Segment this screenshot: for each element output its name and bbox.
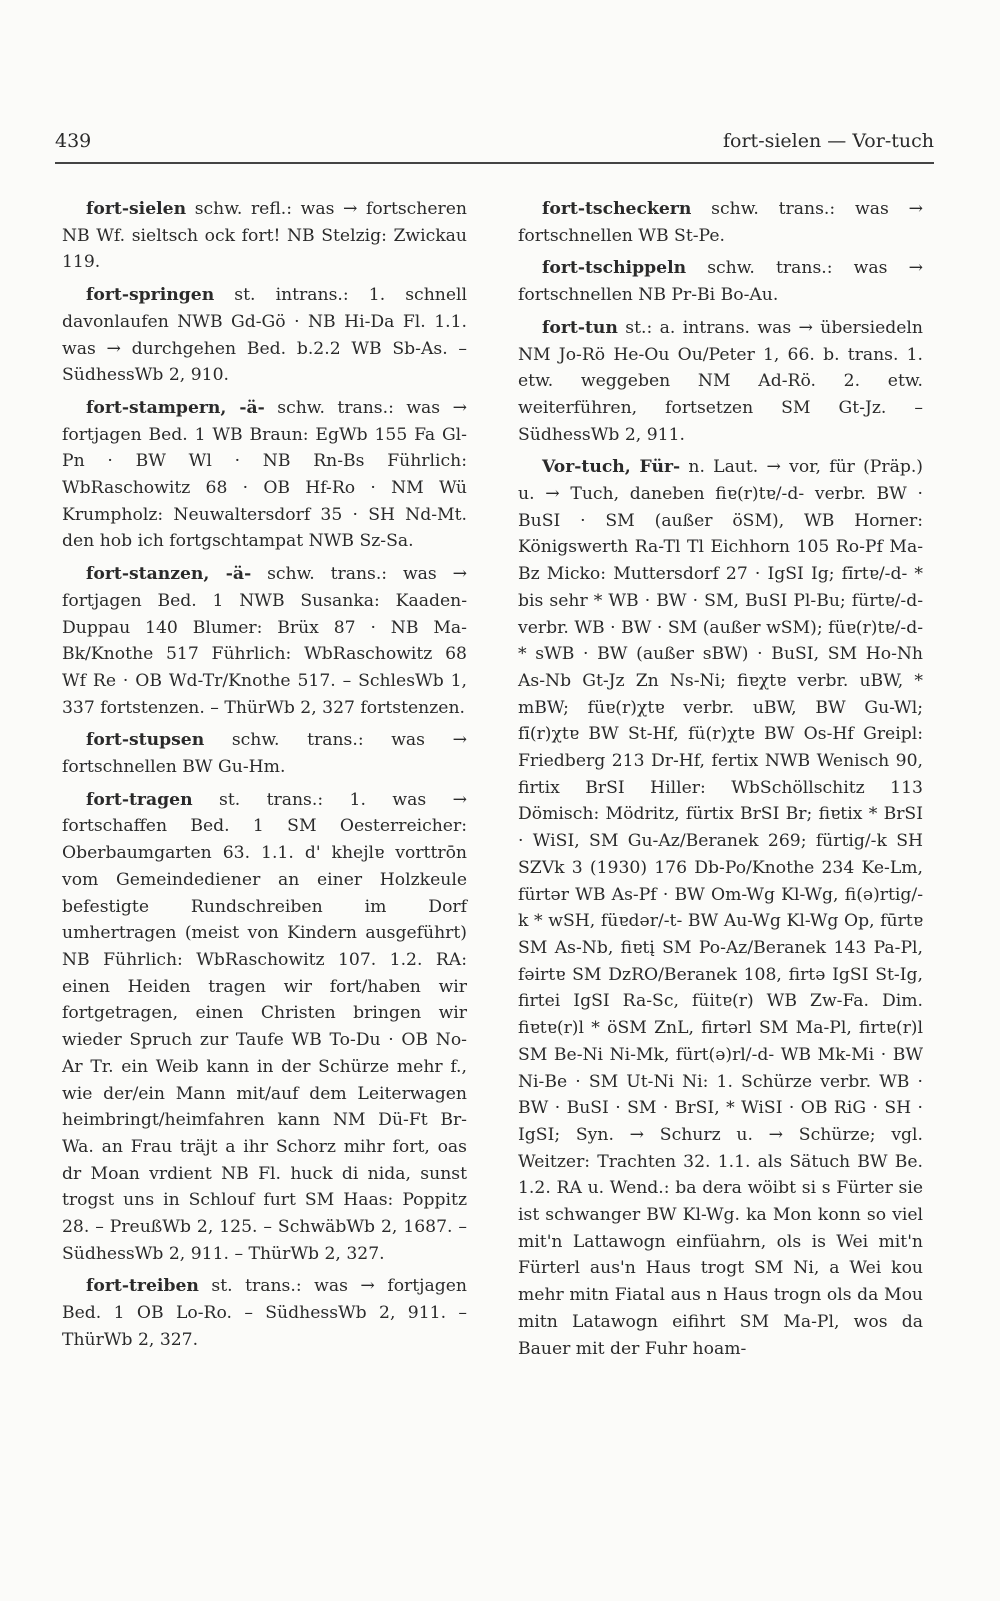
entry-text: st. trans.: 1. was → fortschaffen Bed. 1 SM Oesterreicher: Oberbaumgarten 63. 1.1. d' khejlɐ vorttrōn vom Gemeindediener an einer Holzkeule befestigte Rundschreiben im Dorf umhertragen (meist von Kindern ausgeführt) NB Führlich: WbRaschowitz 107. 1.2. RA: einen Heiden tragen wir fort/haben wir fortgetragen, einen Christen bringen wir wieder Spruch zur Taufe WB To-Du · OB No-Ar Tr. ein Weib kann in der Schürze mehr f., wie der/ein Mann mit/auf dem Leiterwagen heimbringt/heimfahren kann NM Dü-Ft Br-Wa. an Frau träjt a ihr Schorz mihr fort, oas dr Moan vrdient NB Fl. huck di nida, sunst trogst uns in Schlouf furt SM Haas: Poppitz 28. – PreußWb 2, 125. – SchwäbWb 2, 1687. – SüdhessWb 2, 911. – ThürWb 2, 327. bbox=[62, 789, 467, 1264]
page-header bbox=[55, 130, 934, 164]
entry-lemma: fort-tscheckern bbox=[542, 199, 692, 219]
running-head: fort-sielen — Vor-tuch bbox=[723, 130, 934, 152]
entry-text: st. intrans.: 1. schnell davonlaufen NWB Gd-Gö · NB Hi-Da Fl. 1.1. was → durchgehen Bed. b.2.2 WB Sb-As. – SüdhessWb 2, 910. bbox=[62, 285, 467, 386]
entry-lemma: Vor-tuch, Für- bbox=[542, 457, 681, 478]
entry-lemma: fort-stanzen, -ä- bbox=[86, 564, 252, 585]
entry-text: schw. trans.: was → fortschnellen NB Pr-Bi Bo-Au. bbox=[518, 258, 923, 306]
entry-lemma: fort-springen bbox=[86, 285, 215, 306]
entry bbox=[518, 255, 923, 308]
entry-text: schw. trans.: was → fortschnellen WB St-Pe. bbox=[518, 199, 923, 246]
page-number: 439 bbox=[55, 130, 92, 152]
entry-text: schw. refl.: was → fortscheren NB Wf. sieltsch ock fort! NB Stelzig: Zwickau 119. bbox=[62, 199, 467, 273]
entry bbox=[518, 196, 923, 249]
entry-lemma: fort-tschippeln bbox=[542, 258, 687, 279]
entry-text: st. trans.: was → fortjagen Bed. 1 OB Lo-Ro. – SüdhessWb 2, 911. – ThürWb 2, 327. bbox=[62, 1276, 467, 1350]
entry-text: schw. trans.: was → fortjagen Bed. 1 WB Braun: EgWb 155 Fa Gl-Pn · BW Wl · NB Rn-Bs Führlich: WbRaschowitz 68 · OB Hf-Ro · NM Wü Krumpholz: Neuwaltersdorf 35 · SH Nd-Mt. den hob ich fortgschtampat NWB Sz-Sa. bbox=[62, 397, 467, 552]
left-column bbox=[62, 196, 467, 1360]
entry-text: n. Laut. → vor, für (Präp.) u. → Tuch, daneben fiɐ(r)tɐ/-d- verbr. BW · BuSI · SM (außer öSM), WB Horner: Königswerth Ra-Tl Tl Eichhorn 105 Ro-Pf Ma-Bz Micko: Muttersdorf 27 · IgSI Ig; fīrtɐ/-d- * bis sehr * WB · BW · SM, BuSI Pl-Bu; fürtɐ/-d- verbr. WB · BW · SM (außer wSM); füɐ(r)tɐ/-d- * sWB · BW (außer sBW) · BuSI, SM Ho-Nh As-Nb Gt-Jz Zn Ns-Ni; fiɐχtɐ verbr. uBW, * mBW; füɐ(r)χtɐ verbr. uBW, BW Gu-Wl; fī(r)χtɐ BW St-Hf, fü(r)χtɐ BW Os-Hf Greipl: Friedberg 213 Dr-Hf, fertix NWB Wenisch 90, firtix BrSI Hiller: WbSchöllschitz 113 Dömisch: Mödritz, fürtix BrSI Br; fiɐtix * BrSI · WiSI, SM Gu-Az/Beranek 269; fürtig/-k SH SZVk 3 (1930) 176 Db-Po/Knothe 234 Ke-Lm, fürtər WB As-Pf · BW Om-Wg Kl-Wg, fi(ə)rtig/-k * wSH, füɐdər/-t- BW Au-Wg Kl-Wg Op, fūrtɐ SM As-Nb, fiɐtį SM Po-Az/Beranek 143 Pa-Pl, fəirtɐ SM DzRO/Beranek 108, firtə IgSI St-Ig, firtei IgSI Ra-Sc, füitɐ(r) WB Zw-Fa. Dim. fiɐtɐ(r)l * öSM ZnL, firtərl SM Ma-Pl, firtɐ(r)l SM Be-Ni Ni-Mk, fürt(ə)rl/-d- WB Mk-Mi · BW Ni-Be · SM Ut-Ni Ni: 1. Schürze verbr. WB · BW · BuSI · SM · BrSI, * WiSI · OB RiG · SH · IgSI; Syn. → Schurz u. → Schürze; vgl. Weitzer: Trachten 32. 1.1. als Sätuch BW Be. 1.2. RA u. Wend.: ba dera wöibt si s Fürter sie ist schwanger BW Kl-Wg. ka Mon konn so viel mit'n Lattawogn einfüahrn, ols is Wei mit'n Fürterl aus'n Haus trogt SM Ni, a Wei kou mehr mitn Fiatal aus n Haus trogn ols da Mou mitn Latawogn eifihrt SM Ma-Pl, wos da Bauer mit der Fuhr hoam- bbox=[518, 457, 924, 1359]
entry-text: st.: a. intrans. was → übersiedeln NM Jo-Rö He-Ou Ou/Peter 1, 66. b. trans. 1. etw. weggeben NM Ad-Rö. 2. etw. weiterführen, fortsetzen SM Gt-Jz. – SüdhessWb 2, 911. bbox=[518, 317, 923, 445]
entry bbox=[62, 727, 467, 780]
entry-lemma: fort-stupsen bbox=[86, 730, 205, 751]
entry-lemma: fort-stampern, -ä- bbox=[86, 397, 265, 418]
entry-lemma: fort-tragen bbox=[86, 789, 193, 810]
entry bbox=[518, 454, 923, 1362]
entry bbox=[62, 282, 467, 389]
entry-text: schw. trans.: was → fortschnellen BW Gu-Hm. bbox=[62, 730, 467, 778]
entry bbox=[62, 561, 467, 721]
entry bbox=[62, 196, 467, 276]
entry bbox=[62, 1273, 467, 1353]
entry bbox=[62, 395, 467, 555]
entry bbox=[62, 787, 467, 1268]
entry-text: schw. trans.: was → fortjagen Bed. 1 NWB Susanka: Kaaden-Duppau 140 Blumer: Brüx 87 · NB Ma-Bk/Knothe 517 Führlich: WbRaschowitz 68 Wf Re · OB Wd-Tr/Knothe 517. – SchlesWb 1, 337 fortstenzen. – ThürWb 2, 327 fortstenzen. bbox=[62, 564, 468, 718]
entry bbox=[518, 315, 923, 449]
entry-lemma: fort-tun bbox=[542, 317, 618, 338]
right-column bbox=[518, 196, 923, 1368]
entry-lemma: fort-treiben bbox=[86, 1276, 199, 1297]
entry-lemma: fort-sielen bbox=[86, 199, 187, 219]
